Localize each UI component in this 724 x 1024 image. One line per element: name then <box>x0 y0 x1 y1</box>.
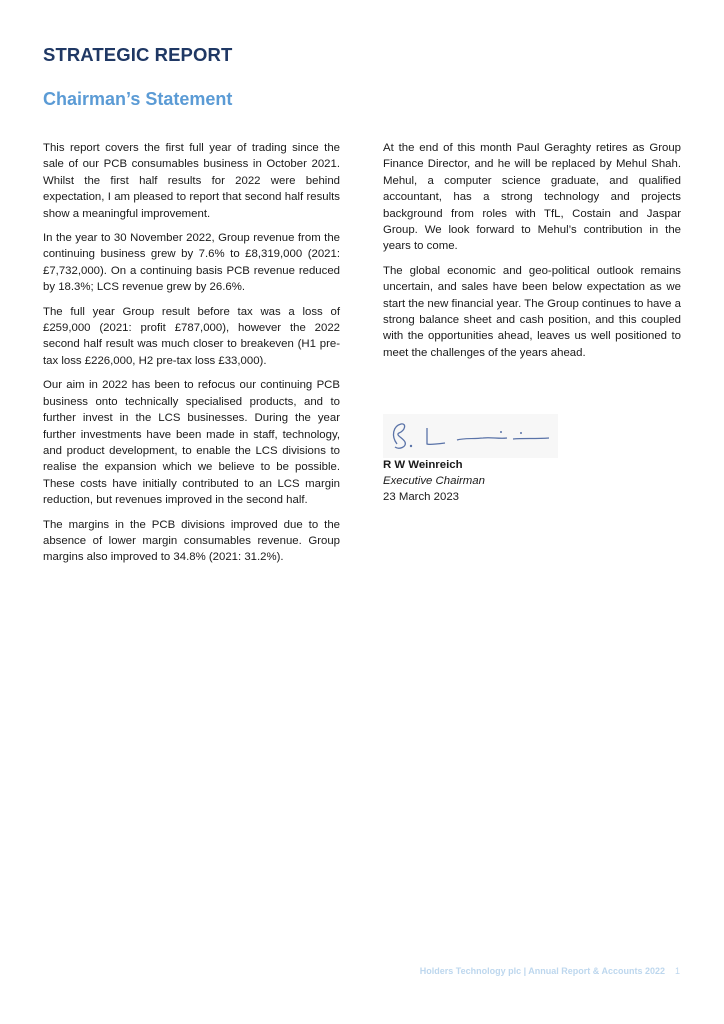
paragraph: In the year to 30 November 2022, Group revenue from the continuing business grew by 7.6% to £8,319,000 (2021: £7,732,000). On a continuing basis PCB revenue reduced by 18.3%; LCS revenue grew by 26.6%. <box>43 232 340 294</box>
report-title: STRATEGIC REPORT <box>43 44 233 65</box>
page-number: 1 <box>674 966 680 976</box>
signature-image <box>383 414 558 458</box>
paragraph: The global economic and geo-political outlook remains uncertain, and sales have been below expectation as we start the new financial year. The Group continues to have a strong balance sheet and cash position, and this coupled with the opportunities ahead, leaves us well positioned to meet the challenges of the years ahead. <box>383 264 681 359</box>
signatory-title: Executive Chairman <box>383 475 485 487</box>
paragraph: Our aim in 2022 has been to refocus our continuing PCB business onto technically specialised products, and to further invest in the LCS businesses. During the year further investments have been made in staff, technology, and product development, to enable the LCS divisions to realise the expansion which we believe to be possible. These costs have initially contributed to an LCS margin reduction, but revenues improved in the second half. <box>43 379 340 507</box>
footer-text: Holders Technology plc | Annual Report & Accounts 2022 <box>419 966 665 976</box>
signatory-name: R W Weinreich <box>383 459 463 471</box>
paragraph: The full year Group result before tax was a loss of £259,000 (2021: profit £787,000), however the 2022 second half result was much closer to breakeven (H1 pre-tax loss £226,000, H2 pre-tax loss £33,000). <box>43 305 340 367</box>
paragraph: This report covers the first full year of trading since the sale of our PCB consumables business in October 2021. Whilst the first half results for 2022 were behind expectation, I am pleased to report that second half results show a meaningful improvement. <box>43 142 340 220</box>
paragraph: The margins in the PCB divisions improved due to the absence of lower margin consumables revenue. Group margins also improved to 34.8% (2021: 31.2%). <box>43 518 340 564</box>
page-footer <box>420 966 680 976</box>
signature-date: 23 March 2023 <box>383 491 459 503</box>
right-column <box>383 140 681 369</box>
section-title: Chairman’s Statement <box>43 89 233 109</box>
signature-block <box>383 457 485 505</box>
left-column <box>43 140 340 574</box>
paragraph: At the end of this month Paul Geraghty retires as Group Finance Director, and he will be replaced by Mehul Shah. Mehul, a computer science graduate, and qualified accountant, has a strong technology and projects background from roles with TfL, Costain and Jaspar Group. We look forward to Mehul’s contribution in the years to come. <box>383 142 681 253</box>
